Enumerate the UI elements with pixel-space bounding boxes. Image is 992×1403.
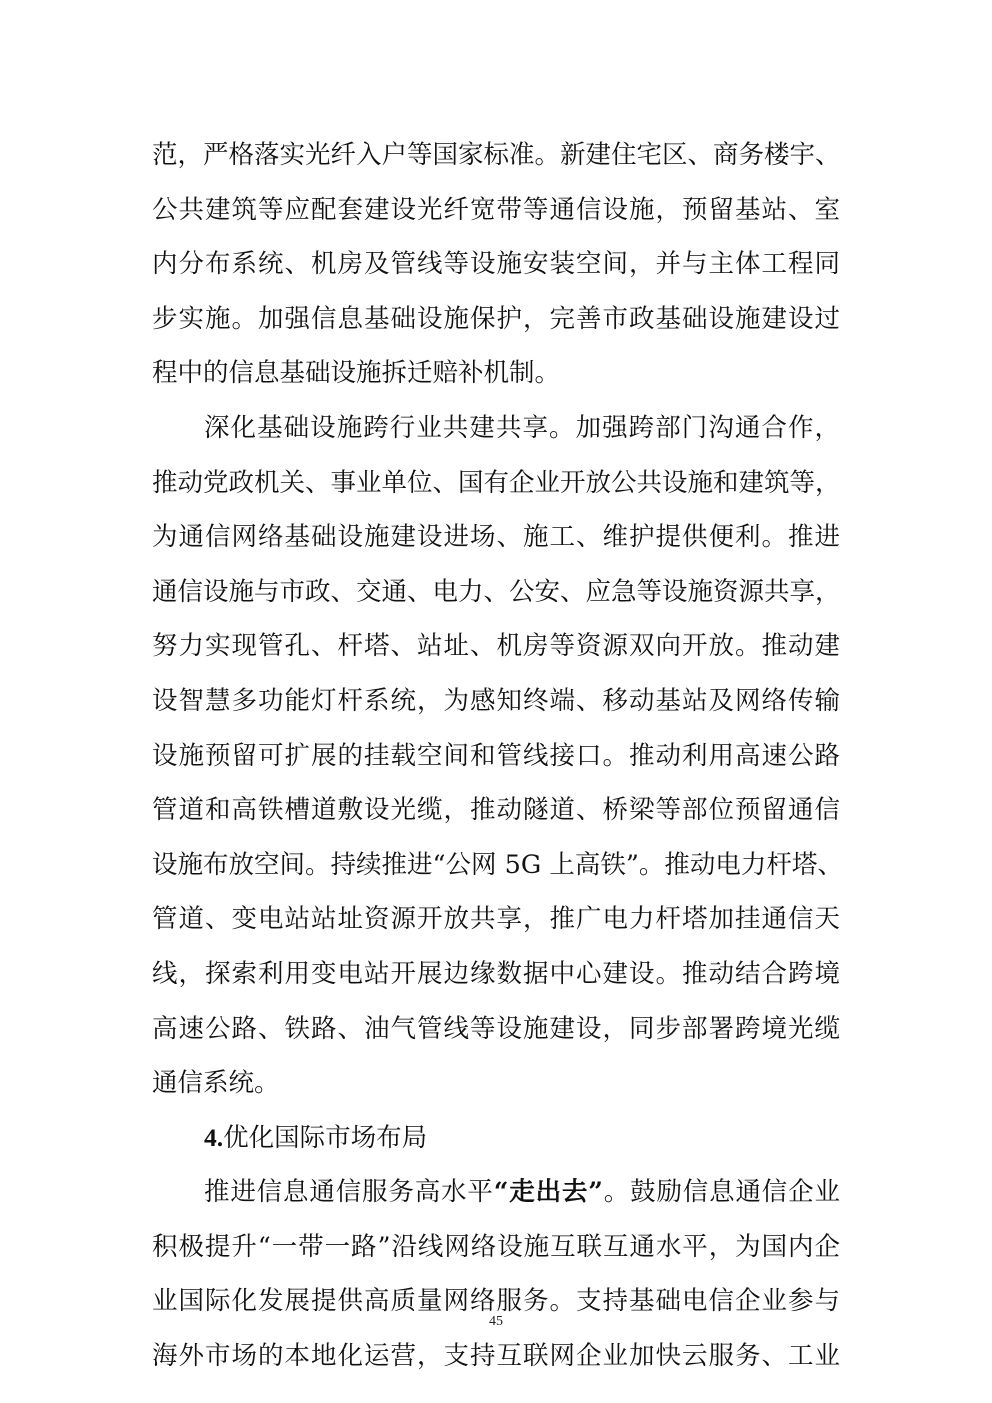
text-line: 管道、变电站站址资源开放共享，推广电力杆塔加挂通信天 (152, 904, 840, 935)
section-number: 4. (204, 1122, 224, 1152)
text-line: 管道和高铁槽道敷设光缆，推动隧道、桥梁等部位预留通信 (152, 795, 840, 826)
text-line: 程中的信息基础设施拆迁赔补机制。 (152, 358, 561, 389)
text-line: 通信设施与市政、交通、电力、公安、应急等设施资源共享， (152, 576, 841, 607)
lead-rest-text: 。鼓励信息通信企业 (602, 1177, 840, 1208)
text-line: 步实施。加强信息基础设施保护，完善市政基础设施建设过 (152, 303, 840, 334)
text-line: 深化基础设施跨行业共建共享。加强跨部门沟通合作， (204, 412, 840, 443)
text-line: 高速公路、铁路、油气管线等设施建设，同步部署跨境光缆 (152, 1013, 840, 1044)
text-line: 公共建筑等应配套建设光纤宽带等通信设施，预留基站、室 (152, 194, 840, 225)
text-line: 范，严格落实光纤入户等国家标准。新建住宅区、商务楼宇、 (152, 140, 841, 170)
text-line: 业国际化发展提供高质量网络服务。支持基础电信企业参与 (152, 1286, 840, 1317)
section-title: 优化国际市场布局 (223, 1122, 428, 1153)
text-line: 设施布放空间。持续推进“公网 5G 上高铁”。推动电力杆塔、 (152, 849, 843, 880)
text-line: 线，探索利用变电站开展边缘数据中心建设。推动结合跨境 (152, 958, 840, 989)
text-line: 海外市场的本地化运营，支持互联网企业加快云服务、工业 (152, 1341, 840, 1372)
text-line: 设智慧多功能灯杆系统，为感知终端、移动基站及网络传输 (152, 685, 840, 716)
text-line: 积极提升“一带一路”沿线网络设施互联互通水平，为国内企 (152, 1231, 840, 1262)
text-line: 通信系统。 (152, 1068, 280, 1099)
page-number: 45 (489, 1314, 503, 1329)
section-heading (152, 1111, 840, 1166)
body-text (152, 128, 843, 1384)
text-line: 为通信网络基础设施建设进场、施工、维护提供便利。推进 (152, 522, 840, 553)
text-line: 设施预留可扩展的挂载空间和管线接口。推动利用高速公路 (152, 740, 840, 771)
lead-bold-text: “走出去” (493, 1177, 603, 1208)
text-line: 内分布系统、机房及管线等设施安装空间，并与主体工程同 (152, 249, 840, 280)
paragraph-lead-line (152, 1165, 840, 1220)
text-line: 推动党政机关、事业单位、国有企业开放公共设施和建筑等， (152, 467, 841, 498)
text-line: 努力实现管孔、杆塔、站址、机房等资源双向开放。推动建 (152, 631, 840, 662)
lead-text: 推进信息通信服务高水平 (204, 1177, 494, 1208)
